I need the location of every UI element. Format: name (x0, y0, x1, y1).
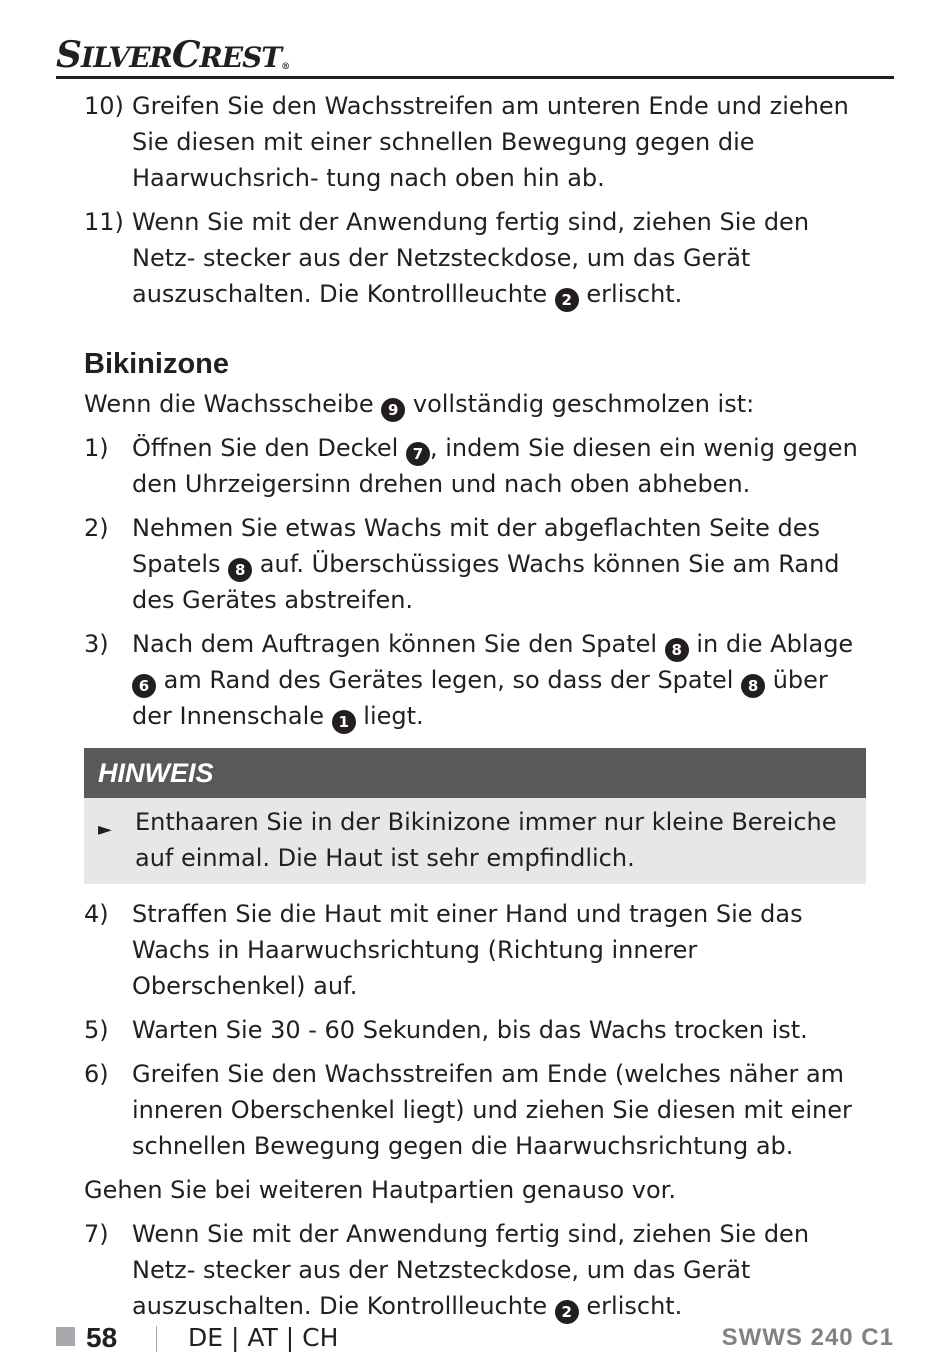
step-number: 2) (84, 514, 109, 542)
steps-list-b (84, 896, 874, 1164)
step-number: 7) (84, 1220, 109, 1248)
note-box (84, 748, 866, 884)
footer-divider (156, 1326, 157, 1352)
step-text: Greifen Sie den Wachsstreifen am unteren Ende und ziehen Sie diesen mit einer schnellen Bewegung gegen die Haarwuchsrich- tung nach oben hin ab. (132, 92, 849, 192)
note-title: HINWEIS (98, 758, 214, 788)
part-number-icon: 9 (381, 398, 405, 422)
step-text: liegt. (355, 702, 424, 730)
step-number: 5) (84, 1016, 109, 1044)
brand-logo: SILVERCREST® (56, 34, 290, 76)
list-item (84, 896, 874, 1004)
list-item (84, 430, 874, 502)
model-number: SWWS 240 C1 (721, 1324, 894, 1351)
step-text: Wenn Sie mit der Anwendung fertig sind, ziehen Sie den Netz- stecker aus der Netzsteckdose, um das Gerät auszuschalten. Die Kontrollleuchte (132, 1220, 810, 1320)
list-item (84, 626, 874, 734)
step-number: 1) (84, 434, 109, 462)
step-text: erlischt. (578, 280, 683, 308)
language-codes: DE | AT | CH (188, 1323, 339, 1352)
list-item (84, 1012, 874, 1048)
step-text: Nach dem Auftragen können Sie den Spatel (132, 630, 665, 658)
step-number: 10) (84, 92, 124, 120)
step-text: erlischt. (578, 1292, 683, 1320)
header-rule (56, 76, 894, 79)
step-text: Nehmen Sie etwas Wachs mit der abgeflachten Seite des Spatels (132, 514, 821, 578)
footer (56, 1318, 894, 1358)
step-text: über der Innenschale (132, 666, 828, 730)
part-number-icon: 7 (406, 442, 430, 466)
section-heading: Bikinizone (84, 348, 230, 380)
steps-list-c (84, 1216, 874, 1324)
part-number-icon: 8 (228, 558, 252, 582)
step-text: Wenn die Wachsscheibe (84, 390, 382, 418)
step-text: Warten Sie 30 - 60 Sekunden, bis das Wachs trocken ist. (132, 1016, 808, 1044)
list-item (84, 510, 874, 618)
note-text: Enthaaren Sie in der Bikinizone immer nur kleine Bereiche auf einmal. Die Haut ist sehr empfindlich. (135, 808, 837, 872)
list-item (84, 88, 874, 196)
step-text: am Rand des Gerätes legen, so dass der Spatel (156, 666, 742, 694)
step-number: 4) (84, 900, 109, 928)
step-number: 6) (84, 1060, 109, 1088)
step-text: vollständig geschmolzen ist: (405, 390, 755, 418)
mid-paragraph: Gehen Sie bei weiteren Hautpartien genauso vor. (84, 1176, 676, 1204)
note-header (84, 748, 866, 798)
step-text: Wenn Sie mit der Anwendung fertig sind, ziehen Sie den Netz- stecker aus der Netzsteckdose, um das Gerät auszuschalten. Die Kontrollleuchte (132, 208, 810, 308)
continued-steps (84, 88, 874, 312)
part-number-icon: 2 (555, 288, 579, 312)
part-number-icon: 6 (132, 674, 156, 698)
part-number-icon: 8 (665, 638, 689, 662)
list-item (84, 1056, 874, 1164)
page-content (84, 88, 874, 1332)
list-item (84, 204, 874, 312)
step-text: Straffen Sie die Haut mit einer Hand und tragen Sie das Wachs in Haarwuchsrichtung (Richtung innerer Oberschenkel) auf. (132, 900, 803, 1000)
section-intro (84, 386, 874, 422)
step-text: auf. Überschüssiges Wachs können Sie am Rand des Gerätes abstreifen. (132, 550, 840, 614)
footer-square-icon (56, 1327, 75, 1346)
step-number: 11) (84, 208, 124, 236)
step-text: Greifen Sie den Wachsstreifen am Ende (welches näher am inneren Oberschenkel liegt) und ziehen Sie diesen mit einer schnellen Bewegung gegen die Haarwuchsrichtung ab. (132, 1060, 852, 1160)
note-body (84, 798, 866, 884)
list-item (84, 1216, 874, 1324)
page-number: 58 (86, 1322, 118, 1353)
step-text: Öffnen Sie den Deckel (132, 434, 406, 462)
step-text: in die Ablage (688, 630, 854, 658)
arrow-bullet-icon: ► (98, 819, 112, 840)
steps-list-a (84, 430, 874, 734)
step-text: , indem Sie diesen ein wenig gegen den Uhrzeigersinn drehen und nach oben abheben. (132, 434, 858, 498)
header (56, 32, 894, 78)
part-number-icon: 8 (741, 674, 765, 698)
part-number-icon: 2 (555, 1300, 579, 1324)
step-number: 3) (84, 630, 109, 658)
part-number-icon: 1 (332, 710, 356, 734)
